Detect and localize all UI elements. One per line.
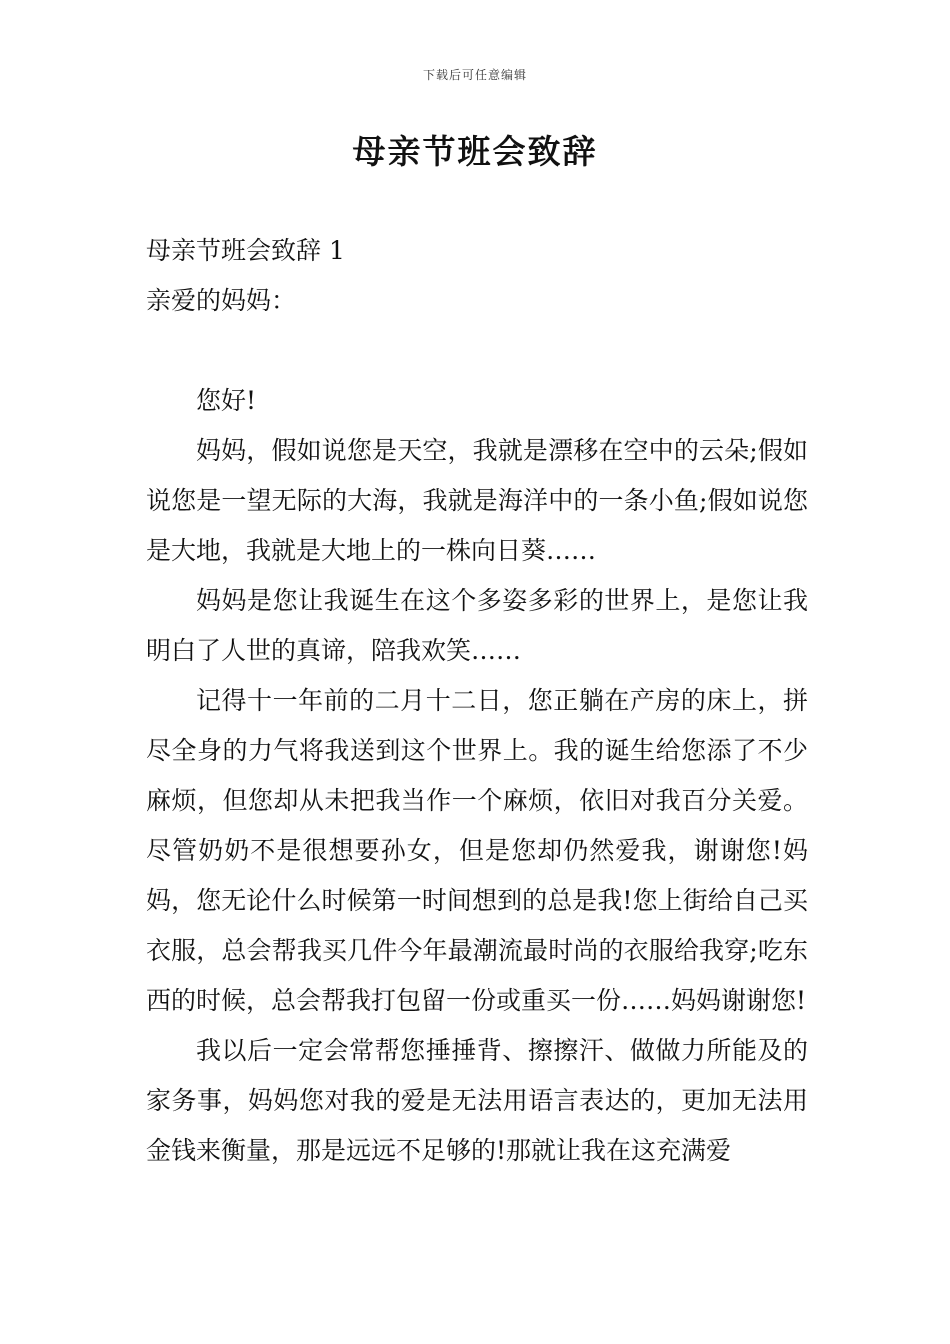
section-heading: 母亲节班会致辞 1 bbox=[146, 236, 345, 265]
paragraph: 妈妈是您让我诞生在这个多姿多彩的世界上，是您让我明白了人世的真谛，陪我欢笑…… bbox=[146, 586, 808, 665]
paragraph: 记得十一年前的二月十二日，您正躺在产房的床上，拼尽全身的力气将我送到这个世界上。我的诞生给您添了不少麻烦，但您却从未把我当作一个麻烦，依旧对我百分关爱。尽管奶奶不是很想要孙女，但是您却仍然爱我，谢谢您!妈妈，您无论什么时候第一时间想到的总是我!您上街给自己买衣服，总会帮我买几件今年最潮流最时尚的衣服给我穿;吃东西的时候，总会帮我打包留一份或重买一份……妈妈谢谢您! bbox=[146, 686, 808, 1015]
paragraph: 妈妈，假如说您是天空，我就是漂移在空中的云朵;假如说您是一望无际的大海，我就是海洋中的一条小鱼;假如说您是大地，我就是大地上的一株向日葵…… bbox=[146, 436, 808, 565]
paragraph-greeting: 您好! bbox=[196, 386, 257, 415]
letter-body bbox=[146, 376, 808, 1176]
header-note: 下载后可任意编辑 bbox=[422, 68, 527, 82]
document-title: 母亲节班会致辞 bbox=[352, 132, 598, 171]
salutation: 亲爱的妈妈： bbox=[146, 286, 297, 315]
paragraph: 我以后一定会常帮您捶捶背、擦擦汗、做做力所能及的家务事，妈妈您对我的爱是无法用语言表达的，更加无法用金钱来衡量，那是远远不足够的!那就让我在这充满爱 bbox=[146, 1036, 808, 1165]
